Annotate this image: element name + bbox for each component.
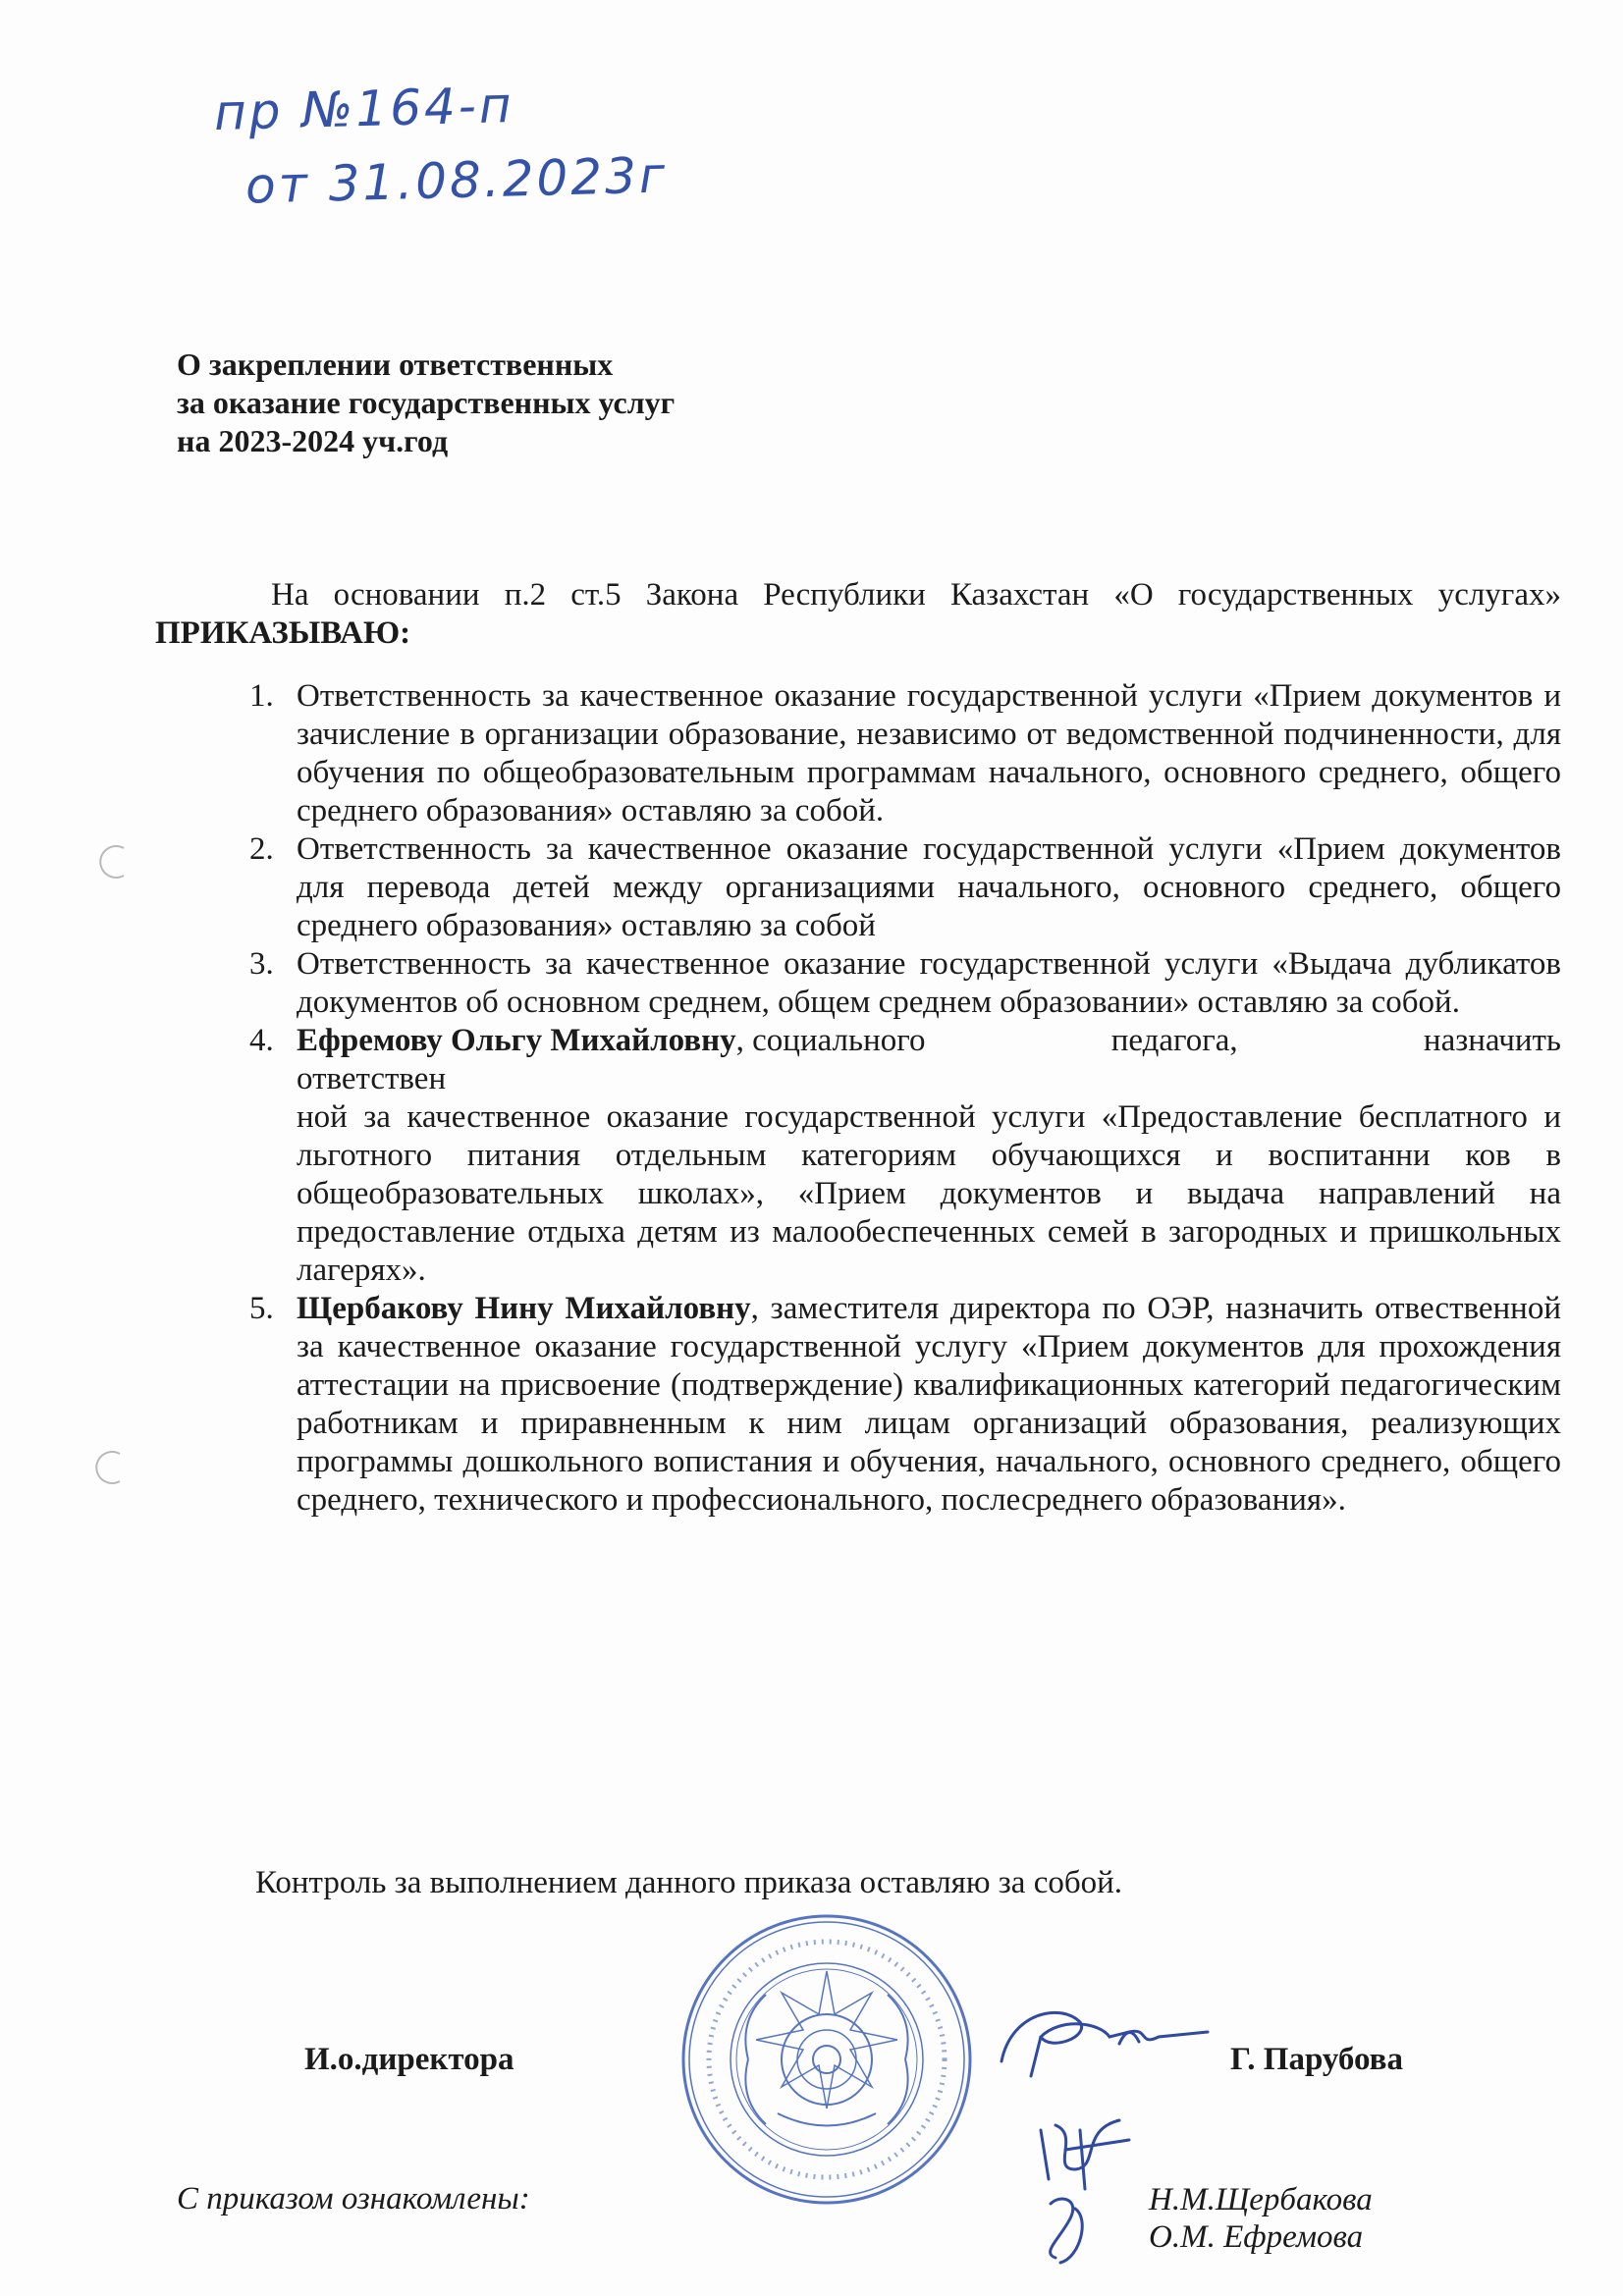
list-item: [155, 945, 1561, 1022]
acquaintance-signatures: [1021, 2110, 1149, 2268]
item-text: , заместителя директора по ОЭР, назначить отвественной за качественное оказание государственной услугу «Прием документов для прохождения аттестации на присвоение (подтверждение) квалификационных категорий педагогическим работникам и приравненным к ним лицам организаций образования, реализующих программы дошкольного вопистания и обучения, начального, основного среднего, общего среднего, технического и профессионального, послесреднего образования».: [297, 1291, 1562, 1518]
item-text: Ответственность за качественное оказание государственной услуги «Прием документов и зачисление в организации образование, независимо от ведомственной подчиненности, для обучения по общеобразовательным программам начального, основного среднего, общего среднего образования» оставляю за собой.: [297, 678, 1561, 828]
handwritten-order-number: пр №164-п: [213, 77, 515, 141]
person-name: Ефремову Ольгу Михайловну: [297, 1023, 736, 1058]
order-items-list: [155, 677, 1561, 1520]
role-text: педагога,: [1110, 1023, 1238, 1058]
item-first-line: [297, 1022, 1561, 1060]
title-line: О закреплении ответственных: [177, 347, 614, 382]
item-text: Ответственность за качественное оказание государственной услуги «Прием документов для перевода детей между организациями начального, основного среднего, общего среднего образования» оставляю за собой: [297, 831, 1561, 943]
item-number: 2.: [249, 831, 274, 867]
role-text: ответствен: [297, 1061, 447, 1096]
handwritten-order-date: от 31.08.2023г: [244, 146, 669, 215]
acquainted-label: С приказом ознакомлены:: [177, 2181, 530, 2216]
role-text: назначить: [1423, 1023, 1561, 1058]
person-name: Щербакову Нину Михайловну: [297, 1291, 751, 1326]
list-item: [155, 1290, 1561, 1520]
punch-hole-mark: [94, 842, 134, 881]
signatory-name: Г. Парубова: [1230, 2042, 1403, 2077]
item-number: 3.: [249, 946, 274, 982]
document-title: [177, 346, 675, 460]
signatory-role: И.о.директора: [304, 2042, 514, 2077]
basis-paragraph: [155, 576, 1561, 653]
item-number: 1.: [249, 678, 274, 714]
list-item: [155, 677, 1561, 830]
title-line: за оказание государственных услуг: [177, 385, 676, 420]
acquainted-person: Н.М.Щербакова: [1149, 2182, 1373, 2217]
punch-hole-mark: [90, 1448, 130, 1487]
order-word: ПРИКАЗЫВАЮ:: [155, 615, 411, 651]
item-text: ной за качественное оказание государственной услуги «Предоставление бесплатного и льготного питания отдельным категориям обучающихся и воспитанни ков в общеобразовательных школах», «Прием документов и выдача направлений на предоставление отдыха детям из малообеспеченных семей в загородных и пришкольных лагерях».: [297, 1099, 1561, 1288]
title-line: на 2023-2024 уч.год: [177, 423, 449, 458]
role-text: , социального: [735, 1023, 926, 1058]
official-stamp: [679, 1912, 974, 2207]
item-text: Ответственность за качественное оказание государственной услуги «Выдача дубликатов документов об основном среднем, общем среднем образовании» оставляю за собой.: [297, 946, 1561, 1020]
item-number: 4.: [249, 1023, 274, 1058]
basis-text: На основании п.2 ст.5 Закона Республики Казахстан «О государственных услугах»: [271, 577, 1561, 613]
list-item: [155, 830, 1561, 945]
acquainted-names: [1149, 2181, 1373, 2256]
control-sentence: Контроль за выполнением данного приказа оставляю за собой.: [255, 1865, 1123, 1900]
item-number: 5.: [249, 1291, 274, 1326]
list-item: [155, 1022, 1561, 1290]
director-signature: [982, 1993, 1217, 2081]
acquainted-person: О.М. Ефремова: [1149, 2219, 1364, 2255]
